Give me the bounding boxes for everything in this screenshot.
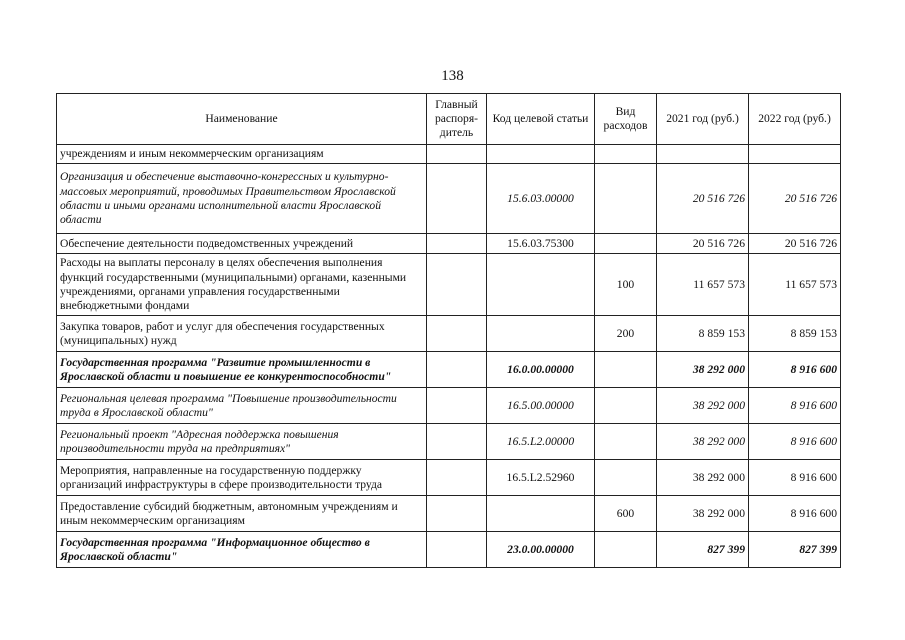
row-2022-cell: 20 516 726 <box>749 164 841 234</box>
row-2022-cell: 827 399 <box>749 532 841 568</box>
table-row <box>57 234 841 254</box>
row-admin-cell <box>427 254 487 316</box>
row-admin-cell <box>427 532 487 568</box>
row-2021-cell: 11 657 573 <box>657 254 749 316</box>
row-type-cell <box>595 234 657 254</box>
row-2021-cell: 20 516 726 <box>657 234 749 254</box>
row-2022-cell: 8 916 600 <box>749 496 841 532</box>
row-name-cell: Предоставление субсидий бюджетным, автономным учреждениям и иным некоммерческим организациям <box>57 496 427 532</box>
header-2021: 2021 год (руб.) <box>657 94 749 145</box>
table-row <box>57 496 841 532</box>
row-name-cell: Расходы на выплаты персоналу в целях обеспечения выполнения функций государственными (муниципальными) органами, казенными учреждениями, органами управления государственными внебюджетными фондами <box>57 254 427 316</box>
header-name: Наименование <box>57 94 427 145</box>
row-name-cell: Региональная целевая программа "Повышение производительности труда в Ярославской области" <box>57 388 427 424</box>
row-2021-cell: 38 292 000 <box>657 388 749 424</box>
table-row <box>57 145 841 164</box>
row-admin-cell <box>427 164 487 234</box>
row-admin-cell <box>427 388 487 424</box>
table-row <box>57 460 841 496</box>
row-type-cell <box>595 532 657 568</box>
row-admin-cell <box>427 424 487 460</box>
row-2021-cell: 8 859 153 <box>657 316 749 352</box>
row-code-cell: 16.5.00.00000 <box>487 388 595 424</box>
row-type-cell <box>595 424 657 460</box>
row-name-cell: Государственная программа "Развитие промышленности в Ярославской области и повышение ее конкурентоспособности" <box>57 352 427 388</box>
row-2021-cell <box>657 145 749 164</box>
row-2022-cell: 8 916 600 <box>749 460 841 496</box>
table-row <box>57 316 841 352</box>
row-type-cell <box>595 460 657 496</box>
row-2022-cell: 11 657 573 <box>749 254 841 316</box>
row-2022-cell: 20 516 726 <box>749 234 841 254</box>
row-name-cell: Закупка товаров, работ и услуг для обеспечения государственных (муниципальных) нужд <box>57 316 427 352</box>
row-type-cell <box>595 388 657 424</box>
table-row <box>57 352 841 388</box>
table-row <box>57 164 841 234</box>
row-code-cell: 23.0.00.00000 <box>487 532 595 568</box>
row-type-cell: 600 <box>595 496 657 532</box>
table-body <box>57 145 841 568</box>
header-2022: 2022 год (руб.) <box>749 94 841 145</box>
row-2021-cell: 38 292 000 <box>657 496 749 532</box>
budget-table <box>56 93 841 568</box>
row-type-cell <box>595 352 657 388</box>
row-2021-cell: 38 292 000 <box>657 460 749 496</box>
table-row <box>57 388 841 424</box>
row-2021-cell: 38 292 000 <box>657 352 749 388</box>
row-2022-cell <box>749 145 841 164</box>
header-admin: Главный распоря-дитель <box>427 94 487 145</box>
header-code: Код целевой статьи <box>487 94 595 145</box>
row-code-cell: 15.6.03.00000 <box>487 164 595 234</box>
row-type-cell <box>595 164 657 234</box>
row-code-cell: 15.6.03.75300 <box>487 234 595 254</box>
page-number: 138 <box>441 68 464 84</box>
header-type: Вид расходов <box>595 94 657 145</box>
row-code-cell: 16.5.L2.00000 <box>487 424 595 460</box>
row-admin-cell <box>427 460 487 496</box>
table-row <box>57 424 841 460</box>
row-code-cell <box>487 496 595 532</box>
row-2022-cell: 8 916 600 <box>749 388 841 424</box>
table-header-row <box>57 94 841 145</box>
row-admin-cell <box>427 145 487 164</box>
row-code-cell <box>487 316 595 352</box>
row-type-cell: 100 <box>595 254 657 316</box>
row-admin-cell <box>427 352 487 388</box>
row-name-cell: учреждениям и иным некоммерческим организациям <box>57 145 427 164</box>
row-2022-cell: 8 859 153 <box>749 316 841 352</box>
row-name-cell: Обеспечение деятельности подведомственных учреждений <box>57 234 427 254</box>
row-name-cell: Мероприятия, направленные на государственную поддержку организаций инфраструктуры в сфере производительности труда <box>57 460 427 496</box>
row-name-cell: Организация и обеспечение выставочно-конгрессных и культурно-массовых мероприятий, проводимых Правительством Ярославской области и иными органами исполнительной власти Ярославской области <box>57 164 427 234</box>
table-row <box>57 254 841 316</box>
row-2021-cell: 38 292 000 <box>657 424 749 460</box>
row-code-cell <box>487 145 595 164</box>
row-code-cell: 16.0.00.00000 <box>487 352 595 388</box>
row-name-cell: Государственная программа "Информационное общество в Ярославской области" <box>57 532 427 568</box>
row-2021-cell: 827 399 <box>657 532 749 568</box>
row-admin-cell <box>427 234 487 254</box>
row-name-cell: Региональный проект "Адресная поддержка повышения производительности труда на предприятиях" <box>57 424 427 460</box>
table-row <box>57 532 841 568</box>
row-2022-cell: 8 916 600 <box>749 352 841 388</box>
row-code-cell <box>487 254 595 316</box>
row-admin-cell <box>427 316 487 352</box>
row-type-cell <box>595 145 657 164</box>
row-code-cell: 16.5.L2.52960 <box>487 460 595 496</box>
row-type-cell: 200 <box>595 316 657 352</box>
row-2021-cell: 20 516 726 <box>657 164 749 234</box>
row-admin-cell <box>427 496 487 532</box>
row-2022-cell: 8 916 600 <box>749 424 841 460</box>
